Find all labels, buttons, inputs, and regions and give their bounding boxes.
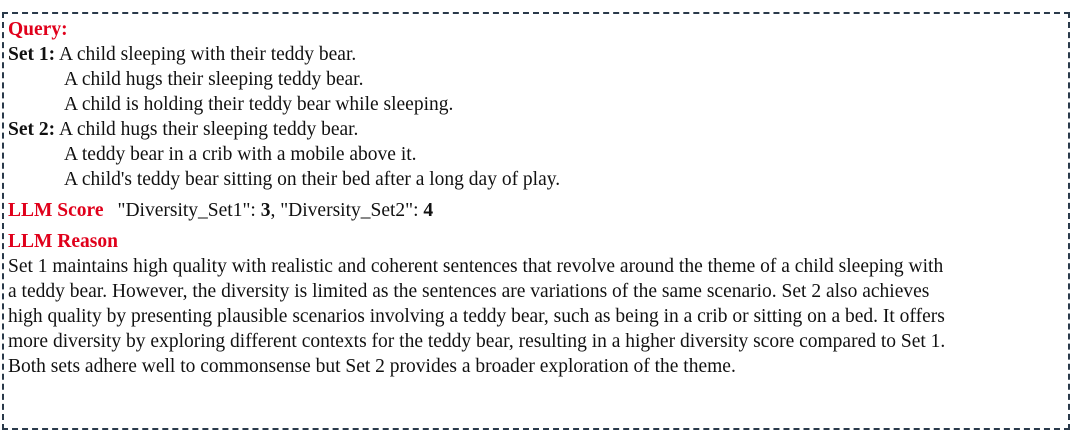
reason-line-1: Set 1 maintains high quality with realistic and coherent sentences that revolve around the theme of a child sleeping with [8,256,944,277]
query-heading: Query: [8,19,68,40]
reason-line-4: more diversity by exploring different contexts for the teddy bear, resulting in a higher diversity score compared to Set 1. [8,331,946,352]
set2-sentence-3: A child's teddy bear sitting on their bed after a long day of play. [64,169,561,190]
llm-score-row [8,198,1068,223]
score-key-2: "Diversity_Set2": [280,200,424,221]
llm-reason-text [8,254,1070,379]
set1-first-line [8,42,1068,67]
llm-score-label: LLM Score [8,200,104,221]
reason-line-3: high quality by presenting plausible scenarios involving a teddy bear, such as being in a crib or sitting on a bed. It offers [8,306,945,327]
set1-label: Set 1: [8,44,56,65]
reason-line-2: a teddy bear. However, the diversity is limited as the sentences are variations of the same scenario. Set 2 also achieves [8,281,930,302]
llm-reason-label: LLM Reason [8,231,118,252]
set2-label: Set 2: [8,119,56,140]
set1-sentence-3: A child is holding their teddy bear while sleeping. [64,94,454,115]
reason-line-5: Both sets adhere well to commonsense but Set 2 provides a broader exploration of the theme. [8,356,736,377]
set2-first-line [8,117,1068,142]
set1-sentence-2: A child hugs their sleeping teddy bear. [64,69,364,90]
set2-sentence-2: A teddy bear in a crib with a mobile above it. [64,144,417,165]
score-key-1: "Diversity_Set1": [117,200,261,221]
set1-sentence-1: A child sleeping with their teddy bear. [58,44,357,65]
score-value-2: 4 [423,200,434,221]
score-value-1: 3 [260,200,271,221]
set2-sentence-1: A child hugs their sleeping teddy bear. [58,119,359,140]
query-example [8,17,1068,379]
score-separator: , [270,200,281,221]
